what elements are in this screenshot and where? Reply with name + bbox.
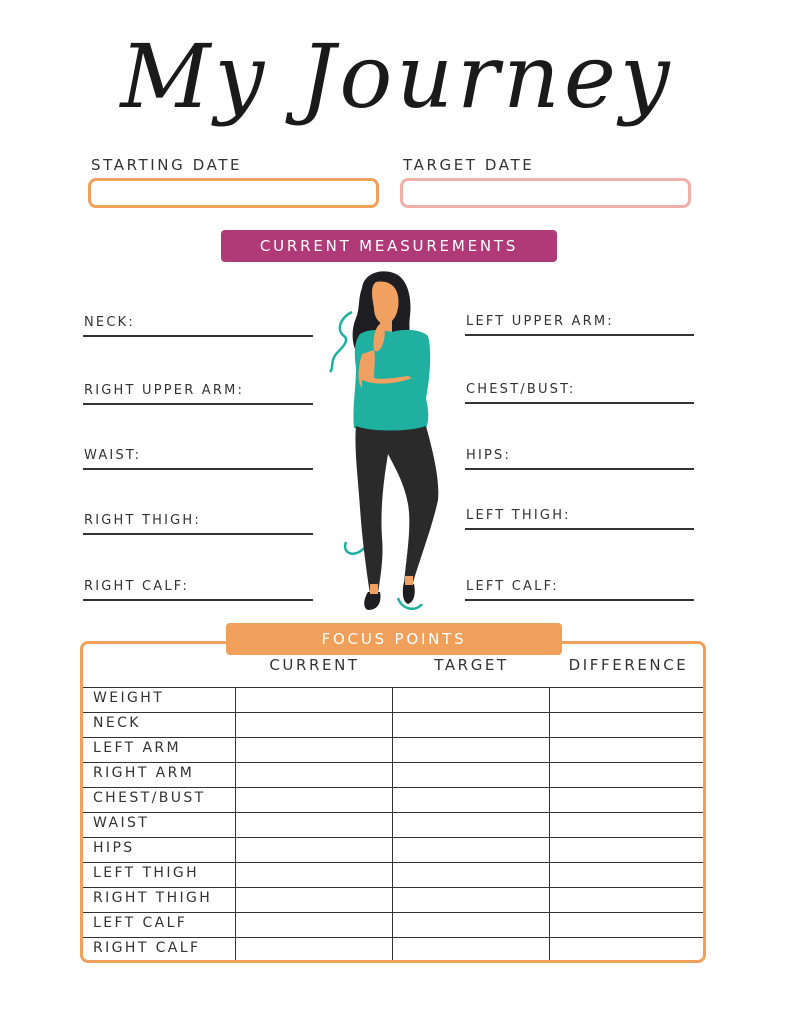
right-thigh-label: RIGHT THIGH:	[84, 513, 201, 528]
left-upper-arm-label: LEFT UPPER ARM:	[466, 314, 614, 329]
row-label-hips: HIPS	[93, 840, 135, 856]
left-thigh-line[interactable]	[465, 528, 694, 530]
target-date-label: TARGET DATE	[403, 156, 535, 174]
table-row	[83, 812, 703, 837]
row-label-neck: NECK	[93, 715, 141, 731]
page-title: My Journey	[120, 25, 674, 128]
left-calf-label: LEFT CALF:	[466, 579, 559, 594]
table-row	[83, 837, 703, 862]
row-label-right-calf: RIGHT CALF	[93, 940, 201, 956]
row-label-chest-bust: CHEST/BUST	[93, 790, 206, 806]
column-target-header: TARGET	[434, 656, 509, 674]
neck-line[interactable]	[83, 335, 313, 337]
row-label-right-thigh: RIGHT THIGH	[93, 890, 213, 906]
right-upper-arm-line[interactable]	[83, 403, 313, 405]
table-row	[83, 712, 703, 737]
table-row	[83, 887, 703, 912]
right-thigh-line[interactable]	[83, 533, 313, 535]
starting-date-label: STARTING DATE	[91, 156, 243, 174]
table-row	[83, 762, 703, 787]
waist-label: WAIST:	[84, 448, 142, 463]
right-upper-arm-label: RIGHT UPPER ARM:	[84, 383, 245, 398]
focus-points-table	[80, 641, 706, 963]
focus-points-banner: FOCUS POINTS	[226, 623, 562, 655]
row-label-left-thigh: LEFT THIGH	[93, 865, 200, 881]
current-measurements-banner: CURRENT MEASUREMENTS	[221, 230, 557, 262]
row-label-left-calf: LEFT CALF	[93, 915, 188, 931]
left-upper-arm-line[interactable]	[465, 334, 694, 336]
chest-bust-line[interactable]	[465, 402, 694, 404]
column-current-header: CURRENT	[269, 656, 360, 674]
table-row	[83, 862, 703, 887]
row-label-right-arm: RIGHT ARM	[93, 765, 195, 781]
table-row	[83, 687, 703, 712]
hips-line[interactable]	[465, 468, 694, 470]
row-label-left-arm: LEFT ARM	[93, 740, 182, 756]
waist-line[interactable]	[83, 468, 313, 470]
hips-label: HIPS:	[466, 448, 512, 463]
starting-date-field[interactable]	[88, 178, 379, 208]
left-calf-line[interactable]	[465, 599, 694, 601]
column-difference-header: DIFFERENCE	[568, 656, 689, 674]
woman-figure-icon	[322, 268, 448, 618]
row-label-weight: WEIGHT	[93, 690, 165, 706]
table-row	[83, 787, 703, 812]
chest-bust-label: CHEST/BUST:	[466, 382, 576, 397]
right-calf-label: RIGHT CALF:	[84, 579, 190, 594]
neck-label: NECK:	[84, 315, 135, 330]
row-label-waist: WAIST	[93, 815, 150, 831]
left-thigh-label: LEFT THIGH:	[466, 508, 571, 523]
table-row	[83, 737, 703, 762]
table-row	[83, 912, 703, 937]
right-calf-line[interactable]	[83, 599, 313, 601]
target-date-field[interactable]	[400, 178, 691, 208]
table-row	[83, 937, 703, 962]
